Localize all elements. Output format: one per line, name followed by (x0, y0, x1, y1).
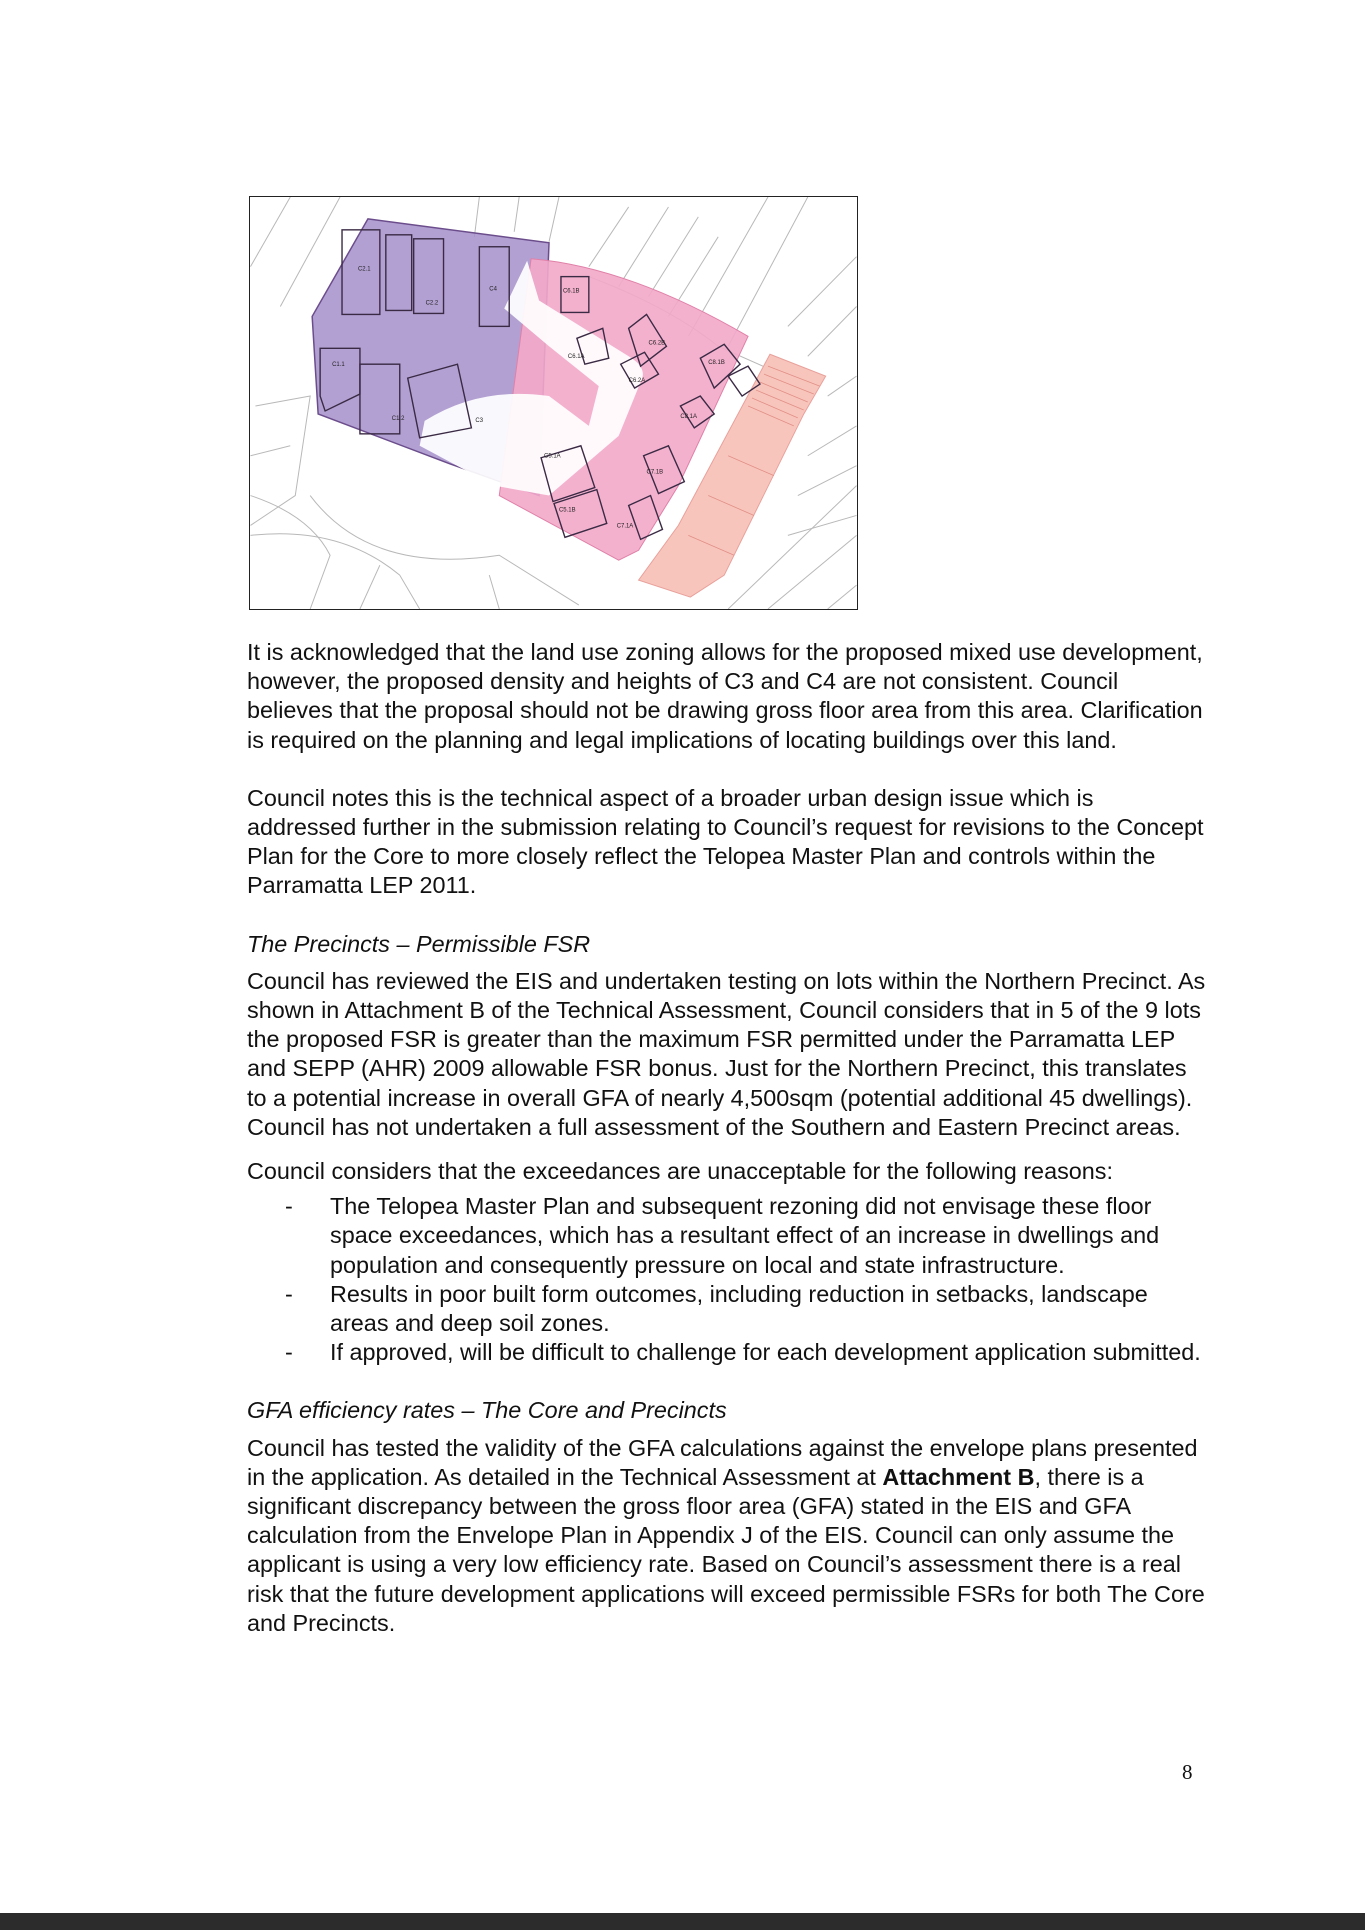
section-heading-precincts-fsr: The Precincts – Permissible FSR (247, 930, 591, 957)
lot-label: C2.1 (357, 266, 371, 273)
lot-label: C5.1B (558, 507, 576, 514)
lot-label: C6.2B (648, 340, 666, 347)
list-item: - The Telopea Master Plan and subsequent rezoning did not envisage these floor space exceedances, which has a resultant effect of an increase in dwellings and population and consequently pressure on local and state infrastructure. (247, 1192, 1207, 1280)
list-item: - If approved, will be difficult to challenge for each development application submitted. (247, 1338, 1207, 1367)
paragraph-exceedance-intro: Council considers that the exceedances are unacceptable for the following reasons: (247, 1158, 1113, 1185)
lot-label: C2.2 (425, 300, 439, 307)
lot-label: C8.1A (680, 413, 697, 420)
gfa-text-part2: , there is a significant discrepancy between the gross floor area (GFA) stated in the EIS and GFA calculation from the Envelope Plan in Appendix J of the EIS. Council can only assume the applicant is using a very low efficiency rate. Based on Council’s assessment there is a real risk that the future development applications will exceed permissible FSRs for both The Core and Precincts. (247, 1463, 1205, 1636)
lot-label: C7.1B (646, 469, 664, 476)
reasons-list (247, 1192, 1207, 1367)
lot-label: C1.2 (391, 415, 405, 422)
lot-label: C6.1A (567, 354, 585, 361)
site-plan-map (249, 196, 858, 610)
lot-label: C6.2A (628, 378, 646, 385)
paragraph-gfa-validity (247, 1434, 1207, 1638)
paragraph-fsr-testing: Council has reviewed the EIS and undertaken testing on lots within the Northern Precinct. As shown in Attachment B of the Technical Assessment, Council considers that in 5 of the 9 lots the proposed FSR is greater than the maximum FSR permitted under the Parramatta LEP and SEPP (AHR) 2009 allowable FSR bonus. Just for the Northern Precinct, this translates to a potential increase in overall GFA of nearly 4,500sqm (potential additional 45 dwellings). Council has not undertaken a full assessment of the Southern and Eastern Precinct areas. (247, 967, 1206, 1140)
lot-label: C4 (489, 286, 497, 293)
attachment-b-bold: Attachment B (882, 1463, 1035, 1490)
lot-label: C5.1A (544, 453, 561, 460)
gfa-text-part1: Council has tested the validity of the GFA calculations against the envelope plans presented in the application. As detailed in the Technical Assessment at (247, 1434, 1198, 1490)
paragraph-urban-design: Council notes this is the technical aspect of a broader urban design issue which is addressed further in the submission relating to Council’s request for revisions to the Concept Plan for the Core to more closely reflect the Telopea Master Plan and controls within the Parramatta LEP 2011. (247, 784, 1204, 899)
page-number: 8 (1182, 1760, 1193, 1784)
section-heading-gfa-efficiency: GFA efficiency rates – The Core and Precincts (247, 1397, 727, 1424)
lot-label: C1.1 (332, 362, 345, 369)
lot-label: C6.1B (562, 288, 580, 295)
bottom-bar (0, 1913, 1365, 1930)
list-item: - Results in poor built form outcomes, including reduction in setbacks, landscape areas and deep soil zones. (247, 1280, 1207, 1338)
lot-label: C3 (475, 417, 484, 424)
site-plan-svg (250, 197, 857, 609)
document-body (247, 638, 1207, 1638)
lot-label: C8.1B (708, 360, 725, 367)
paragraph-zoning: It is acknowledged that the land use zoning allows for the proposed mixed use development, however, the proposed density and heights of C3 and C4 are not consistent. Council believes that the proposal should not be drawing gross floor area from this area. Clarification is required on the planning and legal implications of locating buildings over this land. (247, 639, 1203, 753)
lot-label: C7.1A (616, 523, 634, 530)
